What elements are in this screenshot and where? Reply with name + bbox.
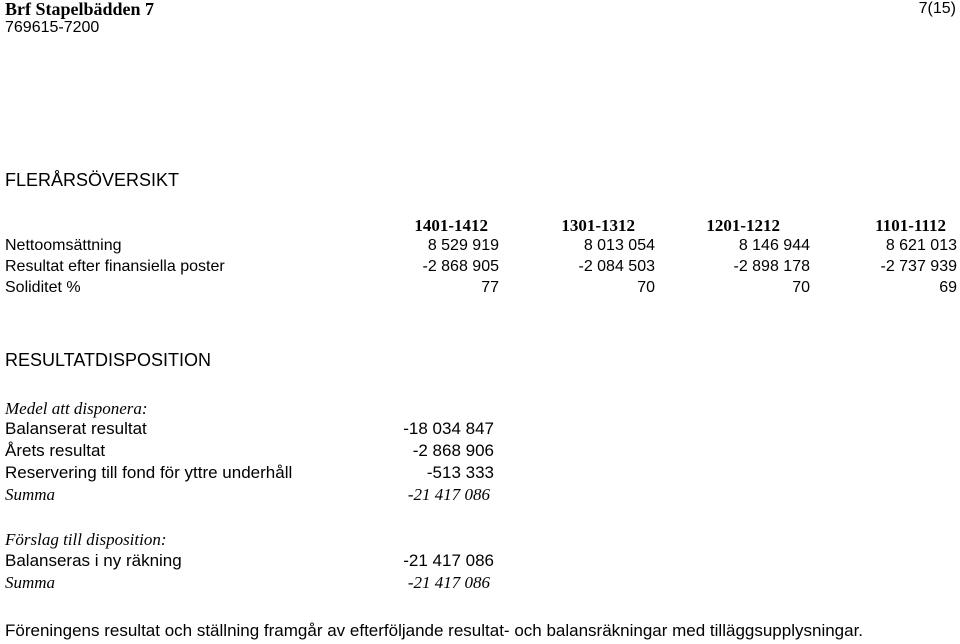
- available-sum-label: Summa: [5, 485, 56, 504]
- table-cell: 8 529 919: [427, 237, 499, 254]
- available-item-label: Reservering till fond för yttre underhåll: [5, 463, 293, 482]
- row-label-nettoomsattning: Nettoomsättning: [5, 237, 122, 254]
- proposal-item-label: Balanseras i ny räkning: [5, 551, 182, 570]
- org-number: 769615-7200: [5, 19, 100, 36]
- table-cell: 8 013 054: [583, 237, 655, 254]
- proposal-item-value: -21 417 086: [403, 551, 494, 570]
- multiyear-title: FLERÅRSÖVERSIKT: [5, 170, 180, 190]
- available-item-value: -18 034 847: [403, 419, 494, 438]
- org-name: Brf Stapelbädden 7: [5, 0, 155, 19]
- available-item-value: -513 333: [426, 463, 494, 482]
- available-sum-value: -21 417 086: [407, 485, 490, 504]
- footer-statement: Föreningens resultat och ställning framgår av efterföljande resultat- och balansräkningar med tilläggsupplysningar.: [5, 621, 864, 640]
- table-cell: -2 898 178: [733, 258, 810, 275]
- table-cell: 8 146 944: [738, 237, 810, 254]
- table-cell: 8 621 013: [885, 237, 957, 254]
- column-header: 1401-1412: [414, 216, 488, 235]
- available-heading: Medel att disponera:: [5, 399, 148, 418]
- row-label-resultat: Resultat efter finansiella poster: [5, 258, 225, 275]
- available-item-value: -2 868 906: [412, 441, 494, 460]
- proposal-sum-value: -21 417 086: [407, 573, 490, 592]
- table-cell: 70: [637, 279, 655, 296]
- proposal-heading: Förslag till disposition:: [5, 530, 167, 549]
- table-cell: -2 737 939: [880, 258, 957, 275]
- table-cell: -2 084 503: [578, 258, 655, 275]
- table-cell: 70: [792, 279, 810, 296]
- available-item-label: Årets resultat: [5, 441, 106, 460]
- proposal-sum-label: Summa: [5, 573, 56, 592]
- available-item-label: Balanserat resultat: [5, 419, 147, 438]
- page-number: 7(15): [918, 0, 956, 17]
- table-cell: 77: [481, 279, 499, 296]
- column-header: 1101-1112: [875, 216, 946, 235]
- column-header: 1301-1312: [561, 216, 635, 235]
- column-header: 1201-1212: [706, 216, 780, 235]
- row-label-soliditet: Soliditet %: [5, 279, 81, 296]
- table-cell: 69: [939, 279, 957, 296]
- table-cell: -2 868 905: [422, 258, 499, 275]
- disposition-title: RESULTATDISPOSITION: [5, 350, 212, 370]
